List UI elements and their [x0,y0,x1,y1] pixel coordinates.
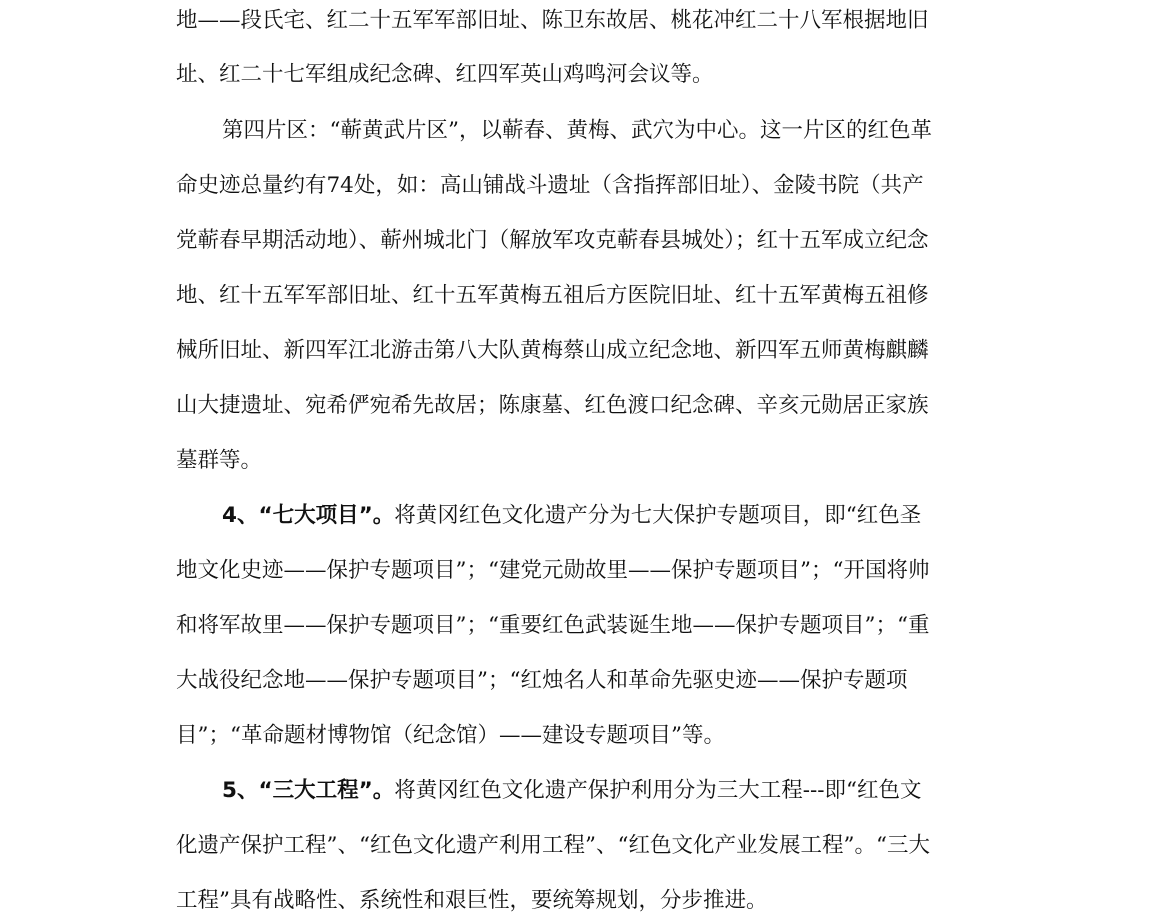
item4-heading: 4、“七大项目”。 [222,503,395,528]
paragraph-line: 地文化史迹——保护专题项目”；“建党元勋故里——保护专题项目”；“开国将帅 [176,558,930,583]
item5-first-line [222,773,996,809]
item4-first-line [222,498,996,534]
paragraph-line: 地、红十五军军部旧址、红十五军黄梅五祖后方医院旧址、红十五军黄梅五祖修 [176,283,929,308]
item4-intro: 将黄冈红色文化遗产分为七大保护专题项目，即“红色圣 [394,503,922,528]
paragraph-line: 化遗产保护工程”、“红色文化遗产利用工程”、“红色文化产业发展工程”。“三大 [176,833,930,858]
paragraph-line: 工程”具有战略性、系统性和艰巨性，要统筹规划，分步推进。 [176,888,768,913]
item5-heading: 5、“三大工程”。 [222,778,395,803]
paragraph-line: 址、红二十七军组成纪念碑、红四军英山鸡鸣河会议等。 [176,62,714,87]
paragraph-line: 械所旧址、新四军江北游击第八大队黄梅蔡山成立纪念地、新四军五师黄梅麒麟 [176,338,929,363]
item5-intro: 将黄冈红色文化遗产保护利用分为三大工程---即“红色文 [394,778,922,803]
paragraph-line: 墓群等。 [176,448,263,473]
paragraph-line: 地——段氏宅、红二十五军军部旧址、陈卫东故居、桃花冲红二十八军根据地旧 [176,8,929,33]
paragraph-line: 和将军故里——保护专题项目”；“重要红色武装诞生地——保护专题项目”；“重 [176,613,930,638]
paragraph-line: 第四片区：“蕲黄武片区”，以蕲春、黄梅、武穴为中心。这一片区的红色革 [222,118,932,143]
paragraph-line: 山大捷遗址、宛希俨宛希先故居；陈康墓、红色渡口纪念碑、辛亥元勋居正家族 [176,393,929,418]
paragraph-line: 大战役纪念地——保护专题项目”；“红烛名人和革命先驱史迹——保护专题项 [176,668,908,693]
paragraph-line: 命史迹总量约有74处，如：高山铺战斗遗址（含指挥部旧址）、金陵书院（共产 [176,173,924,198]
paragraph-line: 目”；“革命题材博物馆（纪念馆）——建设专题项目”等。 [176,723,725,748]
paragraph-line: 党蕲春早期活动地）、蕲州城北门（解放军攻克蕲春县城处）；红十五军成立纪念 [176,228,929,253]
